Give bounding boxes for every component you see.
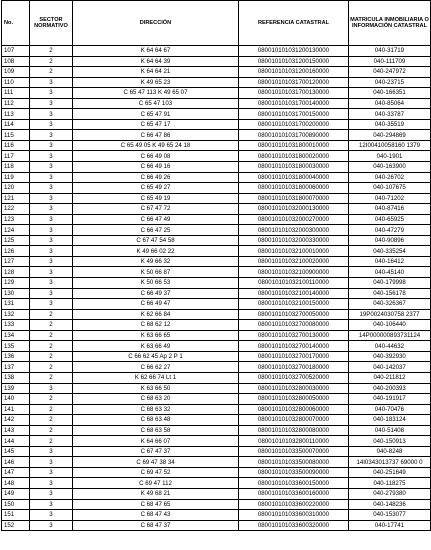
row-referencia: 080010101031800010000 xyxy=(239,140,349,151)
row-matricula: 040-35519 xyxy=(349,119,431,130)
table-row xyxy=(2,510,431,521)
table-row xyxy=(2,467,431,478)
row-no: 120 xyxy=(2,183,30,194)
row-direccion: C 67 47 54 58 xyxy=(73,235,239,246)
row-matricula: 040-247972 xyxy=(349,67,431,78)
row-no: 109 xyxy=(2,67,30,78)
row-direccion: C 65 49 19 xyxy=(73,193,239,204)
row-direccion: C 66 49 26 xyxy=(73,172,239,183)
row-no: 125 xyxy=(2,235,30,246)
row-no: 107 xyxy=(2,46,30,57)
row-matricula: 040-90896 xyxy=(349,235,431,246)
table-row xyxy=(2,415,431,426)
header-referencia: REFERENCIA CATASTRAL xyxy=(239,1,349,46)
row-sector: 2 xyxy=(30,404,73,415)
row-sector: 3 xyxy=(30,235,73,246)
row-direccion: C 65 49 05 K 49 65 24 18 xyxy=(73,140,239,151)
row-matricula: 040-148236 xyxy=(349,499,431,510)
row-matricula: 040-87416 xyxy=(349,204,431,215)
row-matricula: 040-51408 xyxy=(349,425,431,436)
row-referencia: 080010101031200160000 xyxy=(239,67,349,78)
row-referencia: 080010101031700120000 xyxy=(239,77,349,88)
row-matricula: 040-392930 xyxy=(349,351,431,362)
row-matricula: 040-183124 xyxy=(349,415,431,426)
row-sector: 3 xyxy=(30,520,73,531)
row-no: 136 xyxy=(2,351,30,362)
row-sector: 3 xyxy=(30,183,73,194)
row-direccion: K 49 66 32 xyxy=(73,256,239,267)
row-direccion: C 68 47 37 xyxy=(73,520,239,531)
row-direccion: C 66 47 25 xyxy=(73,225,239,236)
row-matricula: 040-17741 xyxy=(349,520,431,531)
table-row xyxy=(2,362,431,373)
table-row xyxy=(2,478,431,489)
row-referencia: 080010101031800020000 xyxy=(239,151,349,162)
row-sector: 3 xyxy=(30,383,73,394)
row-referencia: 080010101032800070000 xyxy=(239,415,349,426)
table-row xyxy=(2,404,431,415)
row-referencia: 080010101032700140000 xyxy=(239,341,349,352)
row-sector: 2 xyxy=(30,67,73,78)
row-no: 149 xyxy=(2,488,30,499)
row-sector: 3 xyxy=(30,499,73,510)
table-row xyxy=(2,246,431,257)
row-no: 122 xyxy=(2,204,30,215)
table-row xyxy=(2,77,431,88)
row-sector: 3 xyxy=(30,119,73,130)
row-sector: 3 xyxy=(30,457,73,468)
cadastral-table xyxy=(1,0,431,531)
row-no: 117 xyxy=(2,151,30,162)
row-matricula: 040-71202 xyxy=(349,193,431,204)
header-matricula: MATRICULA INMOBILIARIA O INFORMACIÓN CATASTRAL xyxy=(349,1,431,46)
row-referencia: 080010101033600160000 xyxy=(239,488,349,499)
row-referencia: 080010101031200150000 xyxy=(239,56,349,67)
row-no: 151 xyxy=(2,510,30,521)
row-referencia: 080010101032800050000 xyxy=(239,394,349,405)
row-no: 143 xyxy=(2,425,30,436)
table-row xyxy=(2,183,431,194)
table-row xyxy=(2,119,431,130)
row-sector: 3 xyxy=(30,214,73,225)
row-matricula: 040-16412 xyxy=(349,256,431,267)
row-direccion: K 50 66 87 xyxy=(73,267,239,278)
row-sector: 2 xyxy=(30,436,73,447)
row-matricula: 040-150913 xyxy=(349,436,431,447)
row-direccion: K 64 66 07 xyxy=(73,436,239,447)
table-row xyxy=(2,499,431,510)
row-sector: 3 xyxy=(30,77,73,88)
row-sector: 3 xyxy=(30,225,73,236)
row-no: 138 xyxy=(2,372,30,383)
row-matricula: 040-107675 xyxy=(349,183,431,194)
table-row xyxy=(2,67,431,78)
row-referencia: 080010101032100900000 xyxy=(239,267,349,278)
row-matricula: 040-163900 xyxy=(349,162,431,173)
row-no: 113 xyxy=(2,109,30,120)
row-referencia: 080010101033500090000 xyxy=(239,467,349,478)
row-direccion: C 68 47 43 xyxy=(73,510,239,521)
row-no: 119 xyxy=(2,172,30,183)
row-no: 137 xyxy=(2,362,30,373)
row-direccion: K 49 65 23 xyxy=(73,77,239,88)
row-no: 124 xyxy=(2,225,30,236)
table-row xyxy=(2,488,431,499)
table-row xyxy=(2,193,431,204)
row-matricula: 040-294869 xyxy=(349,130,431,141)
row-no: 145 xyxy=(2,446,30,457)
row-direccion: C 65 49 27 xyxy=(73,183,239,194)
row-matricula: 040-179998 xyxy=(349,278,431,289)
table-row xyxy=(2,56,431,67)
row-sector: 2 xyxy=(30,46,73,57)
row-matricula: 040-70476 xyxy=(349,404,431,415)
table-row xyxy=(2,267,431,278)
row-no: 146 xyxy=(2,457,30,468)
row-direccion: C 68 47 65 xyxy=(73,499,239,510)
row-matricula: 040-142037 xyxy=(349,362,431,373)
row-no: 126 xyxy=(2,246,30,257)
table-row xyxy=(2,256,431,267)
row-referencia: 080010101032000270000 xyxy=(239,214,349,225)
row-sector: 3 xyxy=(30,278,73,289)
row-referencia: 080010101031700150000 xyxy=(239,109,349,120)
row-no: 111 xyxy=(2,88,30,99)
row-matricula: 040-47279 xyxy=(349,225,431,236)
row-sector: 3 xyxy=(30,162,73,173)
row-direccion: C 65 47 103 xyxy=(73,98,239,109)
row-referencia: 080010101031200130000 xyxy=(239,46,349,57)
table-row xyxy=(2,204,431,215)
row-referencia: 080010101032700050000 xyxy=(239,309,349,320)
row-sector: 3 xyxy=(30,478,73,489)
row-referencia: 080010101033600150000 xyxy=(239,478,349,489)
row-matricula: 040-118275 xyxy=(349,478,431,489)
row-matricula: 040-335254 xyxy=(349,246,431,257)
row-referencia: 080010101032800030000 xyxy=(239,383,349,394)
row-matricula: 040-279380 xyxy=(349,488,431,499)
row-direccion: C 69 47 52 xyxy=(73,467,239,478)
table-row xyxy=(2,46,431,57)
row-referencia: 080010101032100140000 xyxy=(239,288,349,299)
row-sector: 3 xyxy=(30,467,73,478)
table-body xyxy=(2,46,431,531)
row-matricula: 040-200393 xyxy=(349,383,431,394)
row-matricula: 040-111709 xyxy=(349,56,431,67)
row-sector: 3 xyxy=(30,299,73,310)
row-direccion: K 63 66 50 xyxy=(73,383,239,394)
table-row xyxy=(2,330,431,341)
row-direccion: K 49 66 02 22 xyxy=(73,246,239,257)
row-referencia: 080010101031700200000 xyxy=(239,119,349,130)
row-direccion: K 63 66 49 xyxy=(73,341,239,352)
row-matricula: 040-106440 xyxy=(349,320,431,331)
row-direccion: C 66 49 08 xyxy=(73,151,239,162)
row-matricula: 040-166351 xyxy=(349,88,431,99)
row-no: 140 xyxy=(2,394,30,405)
row-direccion: C 66 47 49 xyxy=(73,214,239,225)
row-no: 115 xyxy=(2,130,30,141)
row-no: 133 xyxy=(2,320,30,331)
row-matricula: 14P000000893731124 xyxy=(349,330,431,341)
header-sector: SECTOR NORMATIVO xyxy=(30,1,73,46)
row-referencia: 080010101032700130000 xyxy=(239,330,349,341)
row-referencia: 080010101032700180000 xyxy=(239,362,349,373)
row-no: 108 xyxy=(2,56,30,67)
row-referencia: 080010101032700520000 xyxy=(239,372,349,383)
row-referencia: 080010101031800070000 xyxy=(239,193,349,204)
row-sector: 3 xyxy=(30,288,73,299)
row-no: 139 xyxy=(2,383,30,394)
row-referencia: 080010101032800060000 xyxy=(239,404,349,415)
row-no: 132 xyxy=(2,309,30,320)
row-sector: 2 xyxy=(30,362,73,373)
row-sector: 2 xyxy=(30,372,73,383)
table-row xyxy=(2,140,431,151)
row-matricula: 040-251649 xyxy=(349,467,431,478)
row-direccion: K 49 68 21 xyxy=(73,488,239,499)
row-matricula: 040-85064 xyxy=(349,98,431,109)
row-direccion: K 63 66 65 xyxy=(73,330,239,341)
row-no: 148 xyxy=(2,478,30,489)
row-matricula: 040-156178 xyxy=(349,288,431,299)
table-row xyxy=(2,436,431,447)
row-referencia: 080010101031700140000 xyxy=(239,98,349,109)
row-direccion: C 68 63 58 xyxy=(73,425,239,436)
row-matricula: 040-1901 xyxy=(349,151,431,162)
table-row xyxy=(2,383,431,394)
row-matricula: 040-33787 xyxy=(349,109,431,120)
row-sector: 3 xyxy=(30,140,73,151)
row-direccion: C 67 47 37 xyxy=(73,446,239,457)
row-referencia: 080010101032100110000 xyxy=(239,278,349,289)
row-no: 129 xyxy=(2,278,30,289)
row-direccion: K 64 64 67 xyxy=(73,46,239,57)
row-direccion: C 65 47 113 K 49 65 07 xyxy=(73,88,239,99)
row-sector: 2 xyxy=(30,330,73,341)
row-no: 144 xyxy=(2,436,30,447)
row-no: 135 xyxy=(2,341,30,352)
row-no: 142 xyxy=(2,415,30,426)
row-direccion: C 67 47 72 xyxy=(73,204,239,215)
row-sector: 3 xyxy=(30,151,73,162)
table-row xyxy=(2,151,431,162)
table-row xyxy=(2,109,431,120)
row-referencia: 080010101033500080000 xyxy=(239,457,349,468)
row-referencia: 080010101032100010000 xyxy=(239,246,349,257)
row-referencia: 080010101033600310000 xyxy=(239,510,349,521)
row-direccion: C 68 63 32 xyxy=(73,404,239,415)
row-sector: 3 xyxy=(30,267,73,278)
row-matricula: 040-26702 xyxy=(349,172,431,183)
row-matricula: 040-191917 xyxy=(349,394,431,405)
row-direccion: C 69 47 38 34 xyxy=(73,457,239,468)
row-direccion: C 68 63 20 xyxy=(73,394,239,405)
row-matricula: 19P0024030758 2377 xyxy=(349,309,431,320)
row-referencia: 080010101031800040000 xyxy=(239,172,349,183)
row-referencia: 080010101032000330000 xyxy=(239,235,349,246)
row-no: 130 xyxy=(2,288,30,299)
table-row xyxy=(2,520,431,531)
row-sector: 2 xyxy=(30,56,73,67)
row-sector: 3 xyxy=(30,510,73,521)
row-matricula: 14I0343013737 69000 0 xyxy=(349,457,431,468)
row-no: 114 xyxy=(2,119,30,130)
table-row xyxy=(2,446,431,457)
row-referencia: 080010101032000130000 xyxy=(239,204,349,215)
row-direccion: C 68 63 48 xyxy=(73,415,239,426)
row-referencia: 080010101032700080000 xyxy=(239,320,349,331)
row-matricula: 040-65925 xyxy=(349,214,431,225)
row-direccion: C 65 47 91 xyxy=(73,109,239,120)
row-sector: 2 xyxy=(30,320,73,331)
header-no: No. xyxy=(2,1,30,46)
table-row xyxy=(2,88,431,99)
row-no: 116 xyxy=(2,140,30,151)
row-sector: 3 xyxy=(30,256,73,267)
row-referencia: 080010101032800080000 xyxy=(239,425,349,436)
row-matricula: 040-44632 xyxy=(349,341,431,352)
row-no: 127 xyxy=(2,256,30,267)
table-row xyxy=(2,457,431,468)
row-referencia: 080010101031700890000 xyxy=(239,130,349,141)
row-sector: 2 xyxy=(30,341,73,352)
row-direccion: K 62 66 84 xyxy=(73,309,239,320)
row-matricula: 040-45140 xyxy=(349,267,431,278)
row-no: 110 xyxy=(2,77,30,88)
row-sector: 3 xyxy=(30,172,73,183)
row-sector: 2 xyxy=(30,415,73,426)
row-direccion: K 64 64 39 xyxy=(73,56,239,67)
row-direccion: K 62 66 74 Lt 1 xyxy=(73,372,239,383)
table-row xyxy=(2,425,431,436)
row-referencia: 080010101033600320000 xyxy=(239,520,349,531)
row-no: 131 xyxy=(2,299,30,310)
row-sector: 2 xyxy=(30,309,73,320)
row-no: 134 xyxy=(2,330,30,341)
row-sector: 2 xyxy=(30,425,73,436)
row-matricula: 040-153077 xyxy=(349,510,431,521)
table-row xyxy=(2,299,431,310)
row-sector: 3 xyxy=(30,446,73,457)
row-referencia: 080010101032100150000 xyxy=(239,299,349,310)
table-row xyxy=(2,98,431,109)
row-no: 118 xyxy=(2,162,30,173)
row-sector: 3 xyxy=(30,88,73,99)
row-direccion: K 50 66 53 xyxy=(73,278,239,289)
row-matricula: 12I00410058160 1379 xyxy=(349,140,431,151)
row-direccion: C 66 49 16 xyxy=(73,162,239,173)
table-row xyxy=(2,372,431,383)
row-sector: 3 xyxy=(30,193,73,204)
row-sector: 3 xyxy=(30,488,73,499)
table-row xyxy=(2,288,431,299)
row-matricula: 040-8248 xyxy=(349,446,431,457)
table-row xyxy=(2,278,431,289)
row-matricula: 040-211812 xyxy=(349,372,431,383)
row-direccion: C 66 62 45 Ap 2 P 1 xyxy=(73,351,239,362)
row-no: 112 xyxy=(2,98,30,109)
row-sector: 2 xyxy=(30,394,73,405)
row-matricula: 040-23715 xyxy=(349,77,431,88)
table-row xyxy=(2,320,431,331)
row-referencia: 080010101033600220000 xyxy=(239,499,349,510)
table-row xyxy=(2,214,431,225)
row-no: 152 xyxy=(2,520,30,531)
row-referencia: 080010101032700170000 xyxy=(239,351,349,362)
row-no: 141 xyxy=(2,404,30,415)
table-header xyxy=(2,1,431,46)
row-no: 123 xyxy=(2,214,30,225)
row-direccion: C 66 47 86 xyxy=(73,130,239,141)
row-referencia: 080010101031800030000 xyxy=(239,162,349,173)
row-referencia: 080010101033500070000 xyxy=(239,446,349,457)
row-sector: 2 xyxy=(30,351,73,362)
row-referencia: 080010101032100020000 xyxy=(239,256,349,267)
row-direccion: C 66 49 47 xyxy=(73,299,239,310)
row-no: 147 xyxy=(2,467,30,478)
row-matricula: 040-31719 xyxy=(349,46,431,57)
row-sector: 3 xyxy=(30,204,73,215)
row-no: 121 xyxy=(2,193,30,204)
row-sector: 3 xyxy=(30,246,73,257)
row-direccion: C 65 47 17 xyxy=(73,119,239,130)
row-sector: 3 xyxy=(30,109,73,120)
row-direccion: C 66 49 37 xyxy=(73,288,239,299)
row-direccion: C 69 47 112 xyxy=(73,478,239,489)
row-no: 150 xyxy=(2,499,30,510)
row-no: 128 xyxy=(2,267,30,278)
table-row xyxy=(2,235,431,246)
table-row xyxy=(2,162,431,173)
row-referencia: 080010101031800060000 xyxy=(239,183,349,194)
row-sector: 3 xyxy=(30,130,73,141)
row-sector: 3 xyxy=(30,98,73,109)
row-direccion: K 64 64 21 xyxy=(73,67,239,78)
row-referencia: 080010101032000300000 xyxy=(239,225,349,236)
row-referencia: 080010101032800110000 xyxy=(239,436,349,447)
table-row xyxy=(2,130,431,141)
table-row xyxy=(2,309,431,320)
row-matricula: 040-326367 xyxy=(349,299,431,310)
table-row xyxy=(2,172,431,183)
table-row xyxy=(2,394,431,405)
row-referencia: 080010101031700130000 xyxy=(239,88,349,99)
row-direccion: C 68 62 12 xyxy=(73,320,239,331)
table-row xyxy=(2,351,431,362)
header-direccion: DIRECCIÓN xyxy=(73,1,239,46)
table-row xyxy=(2,341,431,352)
table-row xyxy=(2,225,431,236)
row-direccion: C 66 62 27 xyxy=(73,362,239,373)
